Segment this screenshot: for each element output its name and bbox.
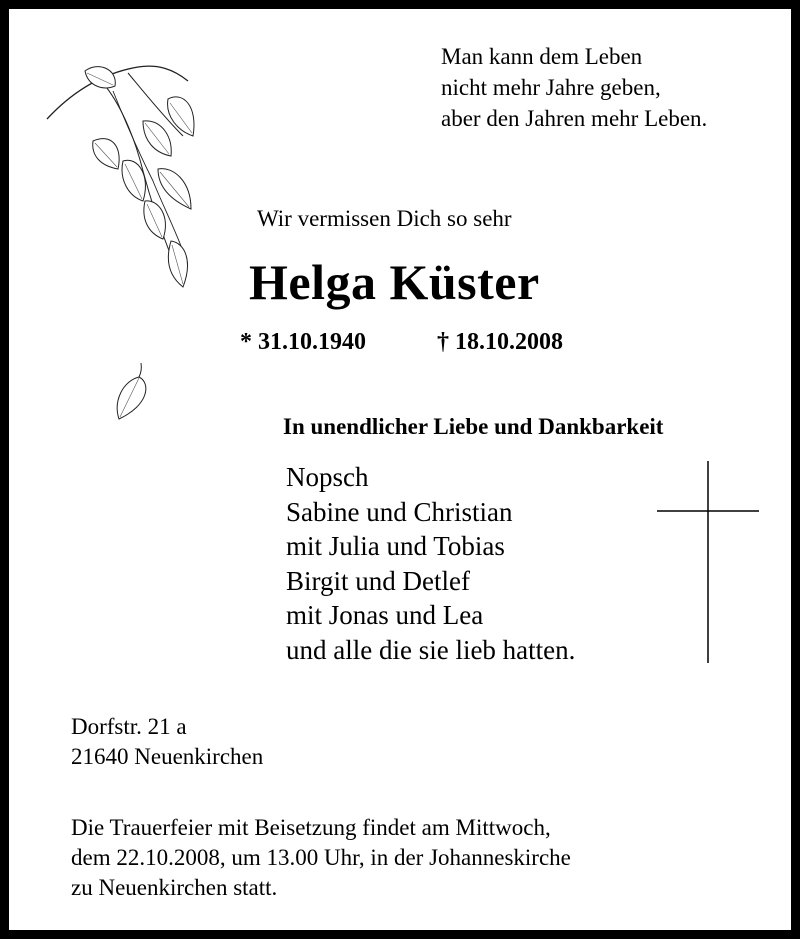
list-item: Sabine und Christian (286, 496, 513, 527)
list-item: und alle die sie lieb hatten. (286, 634, 576, 665)
list-item: mit Jonas und Lea (286, 600, 484, 631)
quote-line: aber den Jahren mehr Leben. (441, 106, 708, 131)
intro-line: Wir vermissen Dich so sehr (257, 206, 512, 231)
funeral-service-info (71, 813, 571, 903)
service-line: dem 22.10.2008, um 13.00 Uhr, in der Johanneskirche (71, 845, 571, 870)
service-line: zu Neuenkirchen statt. (71, 875, 278, 900)
deceased-name: Helga Küster (249, 254, 540, 310)
mourners-list (286, 460, 575, 668)
address (71, 712, 263, 772)
list-item: mit Julia und Tobias (286, 531, 505, 562)
service-line: Die Trauerfeier mit Beisetzung findet am Mittwoch, (71, 815, 551, 840)
list-item: Birgit und Detlef (286, 565, 470, 596)
quote-line: nicht mehr Jahre geben, (441, 75, 661, 100)
birch-branch-icon (43, 61, 213, 301)
list-item: Nopsch (286, 462, 369, 492)
quote-line: Man kann dem Leben (441, 44, 643, 69)
address-city: 21640 Neuenkirchen (71, 744, 264, 769)
death-date: † 18.10.2008 (437, 329, 563, 355)
birth-date: * 31.10.1940 (240, 329, 366, 355)
leaf-icon (109, 361, 153, 423)
quote (441, 41, 707, 134)
thanks-heading: In unendlicher Liebe und Dankbarkeit (283, 414, 664, 439)
cross-icon (657, 461, 759, 663)
address-street: Dorfstr. 21 a (71, 714, 187, 739)
